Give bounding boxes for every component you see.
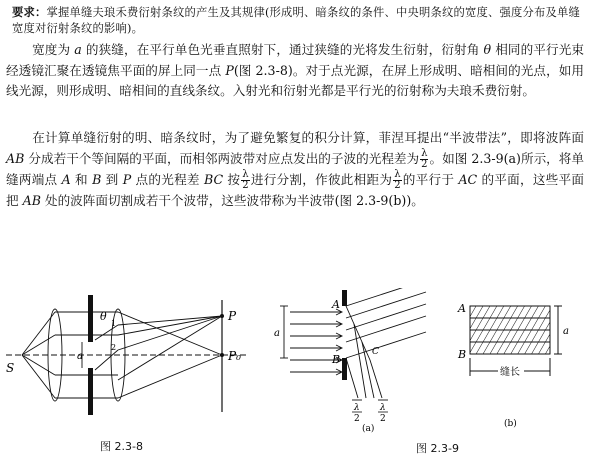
label-B: B <box>332 353 341 366</box>
slit-top <box>342 290 347 306</box>
p2-var-AC: AC <box>458 171 478 187</box>
label-slit-length: 缝长 <box>500 367 520 378</box>
p1-var-P: P <box>225 62 234 78</box>
label-a: a <box>77 351 83 362</box>
paragraph-1 <box>6 40 584 102</box>
p2-var-AB: AB <box>22 192 41 208</box>
label-theta: θ <box>100 310 107 323</box>
p2-text-a: 在计算单缝衍射的明、暗条纹时，为了避免繁复的积分计算，菲涅耳提出“半波带法”，即将波阵面 <box>32 130 584 145</box>
p2-text-g: 按 <box>223 171 241 187</box>
p2-text-f: 点的光程差 <box>131 171 205 187</box>
p1-text-b: 的狭缝，在平行单色光垂直照射下，通过狭缝的光将发生衍射，衍射角 <box>81 42 484 57</box>
p2-var-AB: AB <box>6 150 25 166</box>
label-P0: P₀ <box>228 349 241 363</box>
paragraph-2 <box>6 128 584 211</box>
p2-var-P: P <box>122 171 132 187</box>
slit-bottom <box>88 368 93 415</box>
p2-text-i: 的平行于 <box>402 171 459 187</box>
half-lambda-fraction <box>241 170 249 191</box>
subfig-b-label: (b) <box>504 419 517 429</box>
label-P: P <box>228 309 237 323</box>
p1-var-theta: θ <box>483 42 492 57</box>
p2-text-c: 。如图 2.3-9(a)所示，将单缝两端点 <box>6 150 584 187</box>
label-1: 1 <box>111 319 117 328</box>
label-lambda-den-1: 2 <box>354 414 360 424</box>
frac-den: 2 <box>394 179 401 191</box>
p2-text-b: 分成若干个等间隔的平面，而相邻两波带对应点发出的子波的光程差为 <box>24 150 420 166</box>
half-lambda-fraction <box>420 149 428 170</box>
subfig-a-label: (a) <box>362 424 375 433</box>
frac-den: 2 <box>421 158 428 170</box>
label-C: C <box>372 347 379 357</box>
label-S: S <box>6 361 15 375</box>
half-lambda-fraction <box>393 170 401 191</box>
figure-2-3-8 <box>0 290 270 420</box>
label-B: B <box>458 348 467 361</box>
p1-var-a: a <box>74 42 82 57</box>
requirement-label: 要求： <box>12 5 47 19</box>
requirement-text: 掌握单缝夫琅禾费衍射条纹的产生及其规律(形成明、暗条纹的条件、中央明条纹的宽度、强度分布及单缝宽度对衍射条纹的影响)。 <box>12 6 580 35</box>
label-A: A <box>458 302 466 315</box>
frac-num: λ <box>421 147 428 159</box>
p1-text-a: 宽度为 <box>32 42 75 57</box>
label-lambda-num-1: λ <box>354 403 360 413</box>
label-2: 2 <box>111 343 117 352</box>
slit-bottom <box>342 358 347 380</box>
slit-top <box>88 295 93 342</box>
caption-fig-2-3-8: 图 2.3-8 <box>100 440 143 453</box>
p2-text-d: 和 <box>70 171 93 187</box>
label-a: a <box>563 326 569 337</box>
p2-text-j: 的平面，这些平面把 <box>6 171 584 208</box>
point-P <box>220 314 224 318</box>
p2-text-k: 处的波阵面切割成若干个波带，这些波带称为半波带(图 2.3-9(b))。 <box>40 192 424 208</box>
frac-den: 2 <box>242 179 249 191</box>
label-lambda-num-2: λ <box>380 403 386 413</box>
frac-num: λ <box>394 168 401 180</box>
requirement <box>12 4 582 37</box>
label-A: A <box>332 298 340 311</box>
p2-text-e: 到 <box>101 171 123 187</box>
label-lambda-den-2: 2 <box>380 414 386 424</box>
p1-text-c: 相同的平行光束经透镜汇聚在透镜焦平面的屏上同一点 <box>6 42 584 78</box>
frac-num: λ <box>242 168 249 180</box>
figure-2-3-9a <box>270 288 430 433</box>
point-P0 <box>220 353 224 357</box>
p2-text-h: 进行分割，作彼此相距为 <box>250 171 393 187</box>
p2-var-B: B <box>92 171 102 187</box>
p2-var-BC: BC <box>204 171 224 187</box>
label-a: a <box>274 328 280 339</box>
p2-var-A: A <box>61 171 71 187</box>
p1-text-d: (图 2.3-8)。对于点光源，在屏上形成明、暗相间的光点，如用线光源，则形成明、暗相间的直线条纹。入射光和衍射光都是平行光的衍射称为夫琅禾费衍射。 <box>6 62 584 98</box>
figure-2-3-9b <box>440 296 585 436</box>
caption-fig-2-3-9: 图 2.3-9 <box>416 442 459 455</box>
